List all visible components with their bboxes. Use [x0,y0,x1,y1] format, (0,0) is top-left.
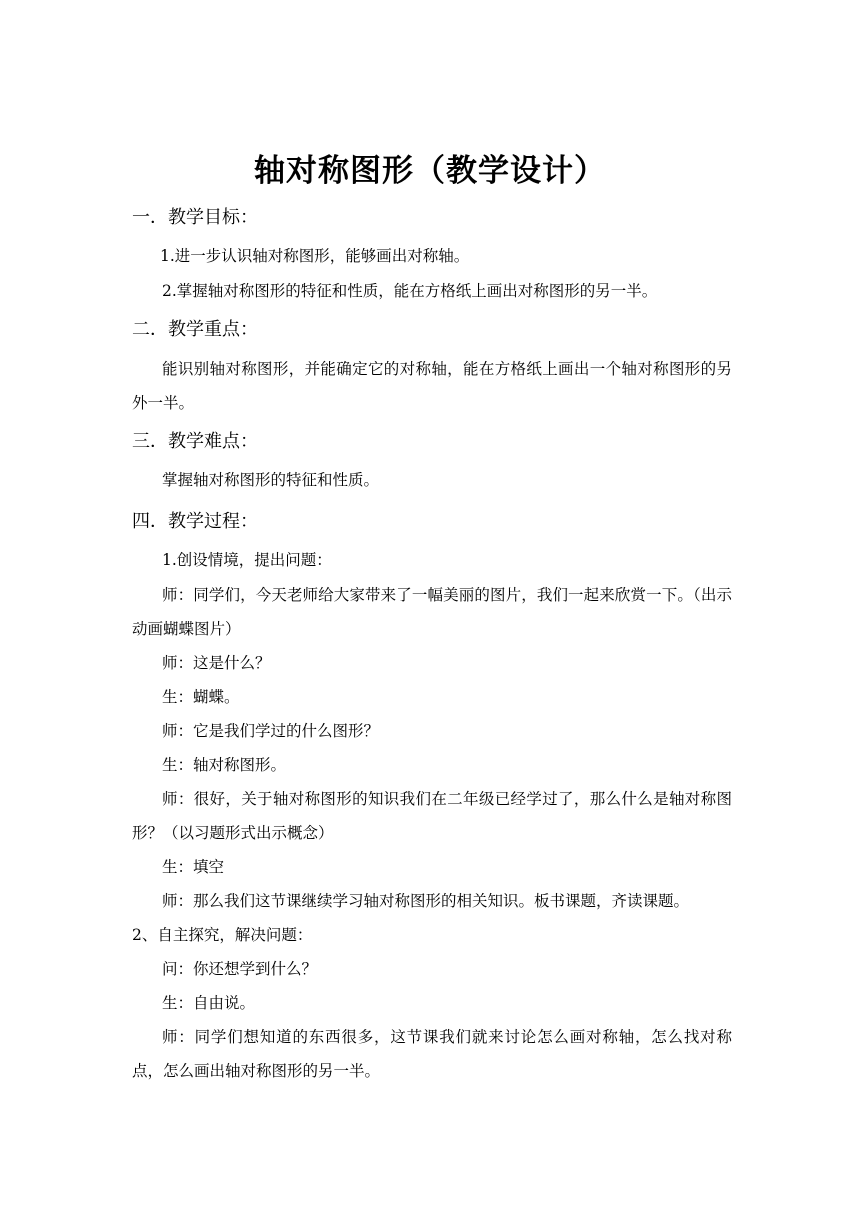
process-line: 师：同学们想知道的东西很多，这节课我们就来讨论怎么画对称轴，怎么找对称点，怎么画出轴对称图形的另一半。 [132,1028,732,1080]
process-line: 生：蝴蝶。 [162,688,240,706]
section-heading-objectives: 一．教学目标： [132,207,258,228]
process-line: 师：同学们，今天老师给大家带来了一幅美丽的图片，我们一起来欣赏一下。（出示动画蝴蝶图片） [132,586,732,638]
process-line: 师：很好，关于轴对称图形的知识我们在二年级已经学过了，那么什么是轴对称图形？（以习题形式出示概念） [132,790,732,842]
process-line: 2、自主探究，解决问题： [132,926,313,944]
process-line: 1.创设情境，提出问题： [162,551,332,569]
process-line: 师：这是什么？ [162,654,271,672]
document-title: 轴对称图形（教学设计） [254,153,606,189]
section-heading-difficulties: 三．教学难点： [132,431,258,452]
process-line: 师：那么我们这节课继续学习轴对称图形的相关知识。板书课题，齐读课题。 [162,892,690,910]
key-points-text: 能识别轴对称图形，并能确定它的对称轴，能在方格纸上画出一个轴对称图形的另外一半。 [132,360,732,412]
section-heading-key-points: 二．教学重点： [132,319,258,340]
process-line: 生：自由说。 [162,994,256,1012]
process-line: 生：填空 [162,858,225,876]
section-heading-process: 四．教学过程： [132,511,258,532]
process-line: 师：它是我们学过的什么图形？ [162,722,380,740]
objective-item-2: 2.掌握轴对称图形的特征和性质，能在方格纸上画出对称图形的另一半。 [162,282,658,300]
objective-item-1: 1.进一步认识轴对称图形，能够画出对称轴。 [160,247,470,265]
difficulties-text: 掌握轴对称图形的特征和性质。 [162,471,380,489]
process-line: 问：你还想学到什么？ [162,960,318,978]
process-line: 生：轴对称图形。 [162,756,287,774]
